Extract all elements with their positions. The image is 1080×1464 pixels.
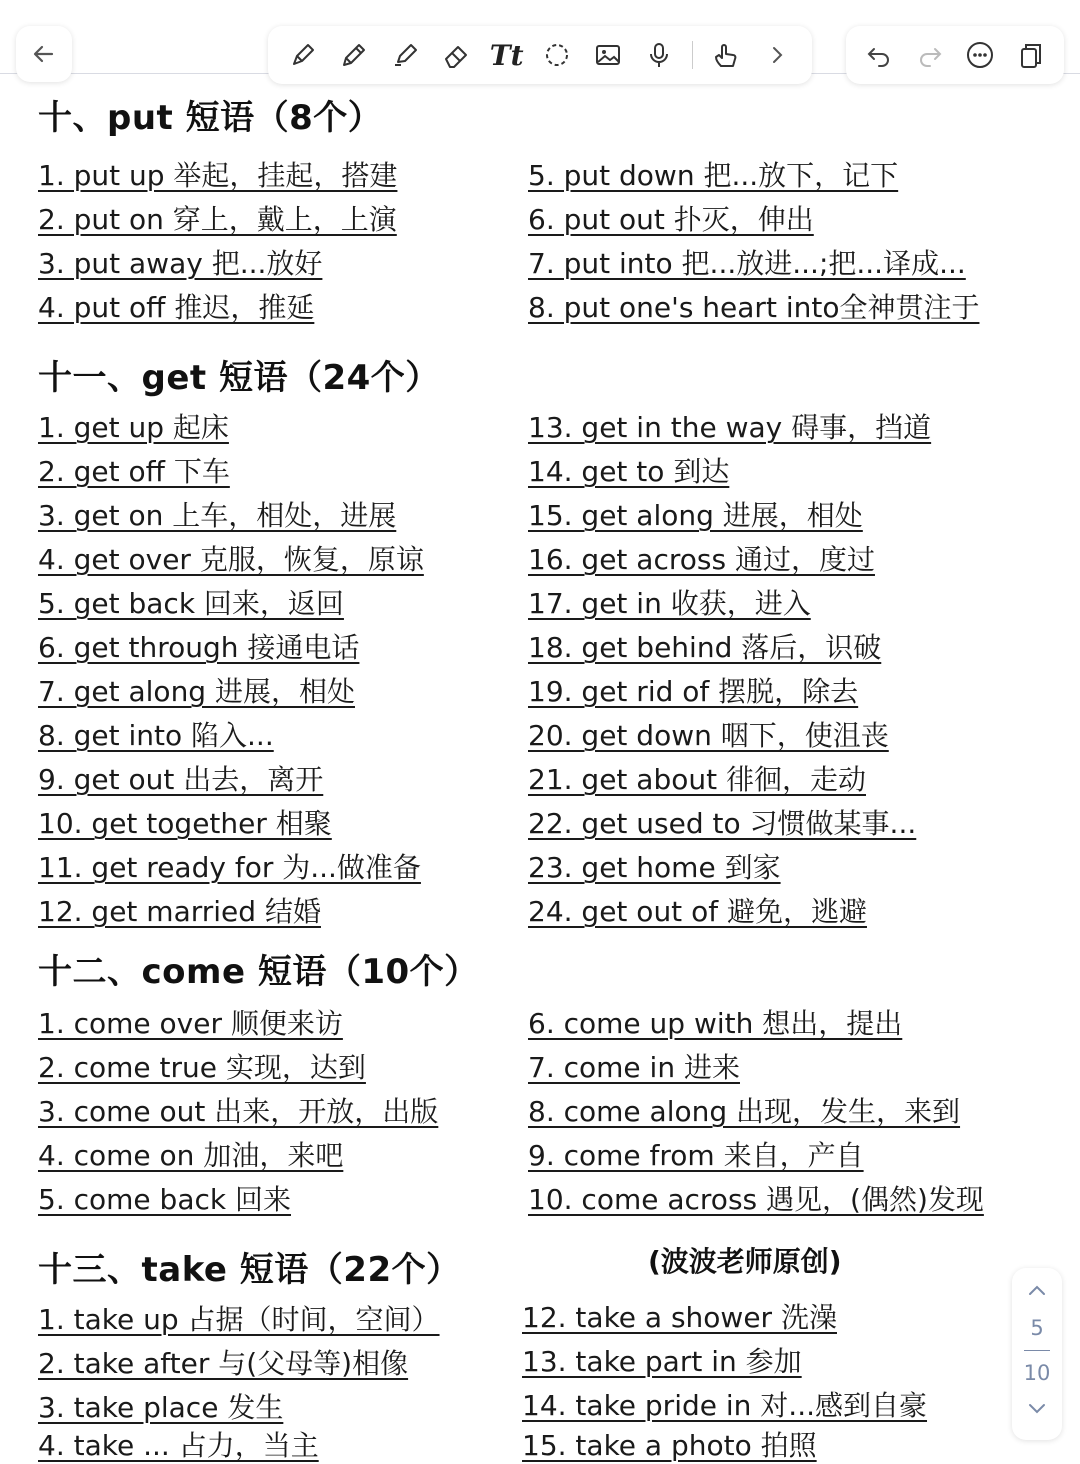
pages-icon[interactable] xyxy=(1013,37,1049,73)
phrase-item: 3. come out 出来，开放，出版 xyxy=(38,1095,439,1128)
phrase-item: 5. put down 把...放下，记下 xyxy=(528,159,899,192)
phrase-item: 2. come true 实现，达到 xyxy=(38,1051,366,1084)
image-icon[interactable] xyxy=(590,37,626,73)
phrase-item: 20. get down 咽下，使沮丧 xyxy=(528,719,889,752)
hand-touch-icon[interactable] xyxy=(708,37,744,73)
phrase-item: 6. come up with 想出，提出 xyxy=(528,1007,903,1040)
chevron-down-icon[interactable] xyxy=(1026,1397,1048,1419)
phrase-item: 4. take ... 占力，当主 xyxy=(38,1429,319,1462)
phrase-item: 5. get back 回来，返回 xyxy=(38,587,344,620)
phrase-item: 3. put away 把...放好 xyxy=(38,247,323,280)
phrase-item: 24. get out of 避免，逃避 xyxy=(528,895,867,928)
phrase-item: 3. get on 上车，相处，进展 xyxy=(38,499,397,532)
total-pages: 10 xyxy=(1023,1361,1051,1385)
phrase-item: 14. take pride in 对...感到自豪 xyxy=(522,1389,928,1422)
phrase-item: 7. get along 进展，相处 xyxy=(38,675,355,708)
phrase-item: 19. get rid of 摆脱，除去 xyxy=(528,675,859,708)
lasso-icon[interactable] xyxy=(539,37,575,73)
phrase-item: 9. come from 来自，产自 xyxy=(528,1139,864,1172)
current-page: 5 xyxy=(1030,1316,1044,1340)
phrase-item: 2. take after 与(父母等)相像 xyxy=(38,1347,409,1380)
phrase-item: 21. get about 徘徊，走动 xyxy=(528,763,866,796)
phrase-item: 3. take place 发生 xyxy=(38,1391,284,1424)
phrase-item: 12. get married 结婚 xyxy=(38,895,321,928)
chevron-right-icon[interactable] xyxy=(759,37,795,73)
phrase-item: 7. put into 把...放进...;把...译成... xyxy=(528,247,966,280)
section-heading-take: 十三、take 短语（22个） xyxy=(38,1250,461,1290)
toolbar-separator xyxy=(692,41,693,69)
section-heading-put: 十、put 短语（8个） xyxy=(38,98,383,138)
text-tool-icon[interactable] xyxy=(489,37,525,73)
phrase-item: 22. get used to 习惯做某事... xyxy=(528,807,917,840)
phrase-item: 13. take part in 参加 xyxy=(522,1345,802,1378)
redo-icon[interactable] xyxy=(912,37,948,73)
phrase-item: 7. come in 进来 xyxy=(528,1051,740,1084)
phrase-item: 8. come along 出现，发生，来到 xyxy=(528,1095,961,1128)
phrase-item: 15. take a photo 拍照 xyxy=(522,1429,817,1462)
phrase-item: 10. come across 遇见，(偶然)发现 xyxy=(528,1183,984,1216)
phrase-item: 6. get through 接通电话 xyxy=(38,631,360,664)
phrase-item: 6. put out 扑灭，伸出 xyxy=(528,203,814,236)
phrase-item: 1. put up 举起，挂起，搭建 xyxy=(38,159,398,192)
eraser-icon[interactable] xyxy=(438,37,474,73)
phrase-item: 14. get to 到达 xyxy=(528,455,730,488)
back-arrow-icon xyxy=(30,40,58,68)
highlighter-icon[interactable] xyxy=(387,37,423,73)
more-icon[interactable] xyxy=(962,37,998,73)
phrase-item: 5. come back 回来 xyxy=(38,1183,291,1216)
page-navigator xyxy=(1012,1268,1062,1440)
pencil-icon[interactable] xyxy=(336,37,372,73)
phrase-item: 13. get in the way 碍事，挡道 xyxy=(528,411,932,444)
phrase-item: 8. get into 陷入... xyxy=(38,719,274,752)
phrase-item: 17. get in 收获，进入 xyxy=(528,587,811,620)
document-actions xyxy=(846,26,1064,84)
phrase-item: 23. get home 到家 xyxy=(528,851,781,884)
phrase-item: 1. come over 顺便来访 xyxy=(38,1007,343,1040)
undo-icon[interactable] xyxy=(861,37,897,73)
section-heading-get: 十一、get 短语（24个） xyxy=(38,358,440,398)
phrase-item: 9. get out 出去，离开 xyxy=(38,763,324,796)
section-heading-come: 十二、come 短语（10个） xyxy=(38,952,479,992)
back-button[interactable] xyxy=(16,26,72,82)
phrase-item: 1. take up 占据（时间，空间） xyxy=(38,1303,440,1336)
phrase-item: 18. get behind 落后，识破 xyxy=(528,631,882,664)
author-credit: (波波老师原创) xyxy=(648,1245,842,1278)
phrase-item: 11. get ready for 为...做准备 xyxy=(38,851,421,884)
microphone-icon[interactable] xyxy=(641,37,677,73)
chevron-up-icon[interactable] xyxy=(1026,1280,1048,1302)
phrase-item: 2. get off 下车 xyxy=(38,455,230,488)
phrase-item: 12. take a shower 洗澡 xyxy=(522,1301,837,1334)
phrase-item: 16. get across 通过，度过 xyxy=(528,543,875,576)
pen-icon[interactable] xyxy=(285,37,321,73)
phrase-item: 4. come on 加油，来吧 xyxy=(38,1139,344,1172)
phrase-item: 10. get together 相聚 xyxy=(38,807,332,840)
phrase-item: 4. put off 推迟，推延 xyxy=(38,291,315,324)
phrase-item: 1. get up 起床 xyxy=(38,411,229,444)
phrase-item: 4. get over 克服，恢复，原谅 xyxy=(38,543,424,576)
text-tool-label: Tt xyxy=(489,38,524,72)
phrase-item: 8. put one's heart into全神贯注于 xyxy=(528,291,980,324)
phrase-item: 15. get along 进展，相处 xyxy=(528,499,863,532)
drawing-toolbar xyxy=(268,26,812,84)
phrase-item: 2. put on 穿上，戴上，上演 xyxy=(38,203,397,236)
page-divider xyxy=(1024,1350,1050,1351)
